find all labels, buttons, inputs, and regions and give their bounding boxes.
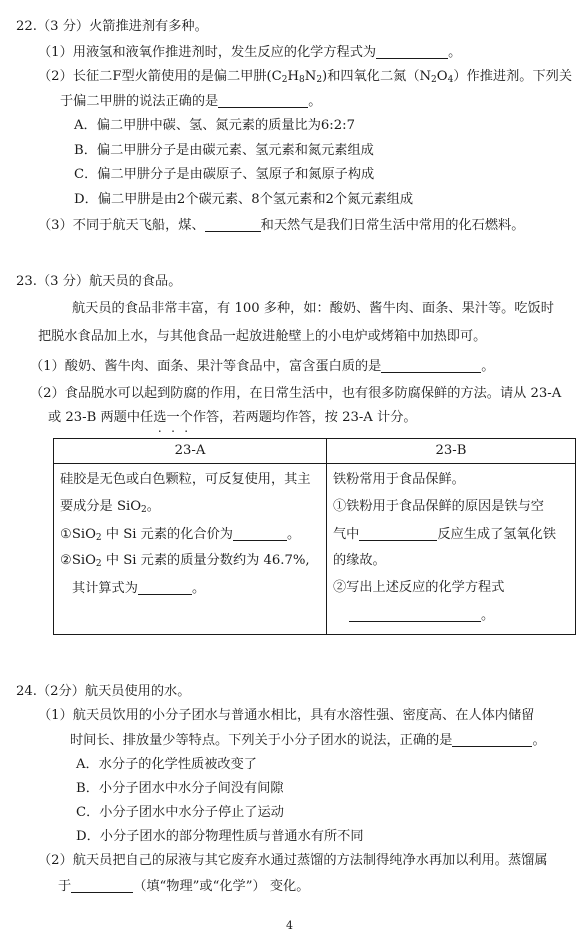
q22-part3-blank[interactable] [205, 218, 261, 232]
q22-part2-text-f: ）作推进剂。下列关 [453, 69, 573, 84]
q23-part1-end: 。 [481, 359, 495, 374]
q23a-line4-text-a: ②SiO [60, 553, 96, 568]
q22-sub-c2: 2 [281, 75, 288, 85]
q23a-line2-sub: 2 [141, 505, 147, 515]
q24-part1-end: 。 [532, 733, 546, 748]
q22-part1-text: （1）用液氢和液氧作推进剂时，发生反应的化学方程式为 [38, 45, 377, 60]
q23-emphasis-3: 个 [179, 410, 193, 425]
q23a-line3-text-b: 中 Si 元素的化合价为 [101, 527, 233, 542]
q22-part2-line2-end: 。 [308, 94, 322, 109]
q23b-line1: 铁粉常用于食品保鲜。 [333, 472, 465, 487]
q22-option-c: C．偏二甲肼分子是由碳原子、氢原子和氮原子构成 [74, 167, 375, 182]
q23b-line6 [349, 608, 494, 622]
q24-option-a: A．水分子的化学性质被改变了 [76, 757, 257, 772]
q22-part3-text-a: （3）不同于航天飞船，煤、 [38, 218, 205, 233]
q23-table-header-b: 23-B [327, 439, 576, 464]
q23a-valence-blank[interactable] [233, 527, 287, 541]
q23b-equation-blank[interactable] [349, 608, 481, 622]
q23a-line3-end: 。 [286, 527, 301, 542]
q23b-line4: 的缘故。 [333, 553, 386, 568]
q23-part1 [30, 359, 494, 373]
q22-sub-o4: 4 [447, 75, 454, 85]
q24-part1-text: 时间长、排放量少等特点。下列关于小分子团水的说法，正确的是 [70, 733, 453, 748]
q24-part1-line1: （1）航天员饮用的小分子团水与普通水相比，具有水溶性强、密度高、在人体内储留 [38, 708, 535, 723]
q22-option-a: A．偏二甲肼中碳、氢、氮元素的质量比为6:2:7 [74, 118, 355, 133]
q23a-formula-blank[interactable] [138, 581, 192, 595]
q24-option-b: B．小分子团水中水分子间没有间隙 [76, 781, 284, 796]
q23a-line5-end: 。 [191, 581, 206, 596]
q23-emphasis-2: 一 [166, 410, 180, 425]
q24-part1-line2 [70, 733, 546, 747]
q23b-reactant-blank[interactable] [359, 527, 437, 541]
q22-part2-line1 [38, 70, 572, 85]
q22-option-d: D．偏二甲肼是由2个碳元素、8个氢元素和2个氮元素组成 [74, 192, 414, 207]
q24-part2-blank[interactable] [71, 879, 133, 893]
q24-part2-text-b: （填“物理”或“化学”） 变化。 [133, 879, 310, 894]
q23a-line1: 硅胶是无色或白色颗粒，可反复使用，其主 [60, 472, 311, 487]
q23-table-header-a: 23-A [54, 439, 327, 464]
q22-part1-blank[interactable] [376, 45, 448, 59]
q22-part2-text-e: O [436, 69, 448, 84]
q22-part3-text-b: 和天然气是我们日常生活中常用的化石燃料。 [260, 218, 525, 233]
q23a-line4-text-b: 中 Si 元素的质量分数约为 46.7%, [101, 553, 310, 568]
q23b-line3-text-b: 反应生成了氢氧化铁 [437, 527, 557, 542]
q24-part2-text-a: 于 [58, 879, 72, 894]
q22-part2-text-b: H [287, 69, 300, 84]
q23-part2-text-b: 作答，若两题均作答，按 23-A 计分。 [192, 410, 417, 425]
q23-choice-table [53, 438, 576, 635]
q24-option-c: C．小分子团水中水分子停止了运动 [76, 805, 284, 820]
q22-part2-text-a: （2）长征二F型火箭使用的是偏二甲肼(C [38, 69, 282, 84]
q23-part2-text-a: 或 23-B 两题中任 [48, 410, 154, 425]
q22-title: 22.（3 分）火箭推进剂有多种。 [16, 19, 208, 34]
q22-part1-end: 。 [448, 45, 462, 60]
q23a-line3 [60, 527, 300, 543]
q23b-line5: ②写出上述反应的化学方程式 [333, 580, 505, 595]
q23-cell-b [327, 464, 576, 635]
q23a-line3-sub: 2 [95, 533, 102, 543]
q22-option-b: B．偏二甲肼分子是由碳元素、氢元素和氮元素组成 [74, 143, 374, 158]
q24-part2-line1: （2）航天员把自己的尿液与其它废弃水通过蒸馏的方法制得纯净水再加以利用。蒸馏属 [38, 853, 548, 868]
q23-emphasis-1: 选 [153, 410, 167, 425]
q22-sub-n2: 2 [316, 75, 323, 85]
q22-part2-line2 [60, 94, 321, 108]
q23-part2-line2 [48, 411, 417, 424]
q23b-line6-end: 。 [481, 608, 495, 623]
q23a-line2-end: 。 [146, 499, 160, 514]
q23-part1-blank[interactable] [381, 359, 481, 373]
page-number: 4 [286, 919, 293, 932]
q23a-line5-text: 其计算式为 [72, 581, 138, 596]
q23a-line2 [60, 500, 160, 515]
q24-title: 24.（2分）航天员使用的水。 [16, 684, 191, 699]
q23a-line5 [72, 581, 205, 595]
q22-part2-text-c: N [304, 69, 317, 84]
q23a-line4 [60, 554, 310, 569]
q23-title: 23.（3 分）航天员的食品。 [16, 274, 182, 289]
q23-part1-text: （1）酸奶、酱牛肉、面条、果汁等食品中，富含蛋白质的是 [30, 359, 382, 374]
q23-intro-line1: 航天员的食品非常丰富，有 100 多种，如：酸奶、酱牛肉、面条、果汁等。吃饭时 [72, 301, 554, 316]
q23a-line4-sub: 2 [95, 559, 102, 569]
q23b-line2: ①铁粉用于食品保鲜的原因是铁与空 [333, 499, 544, 514]
q22-part3 [38, 218, 524, 232]
q24-part1-blank[interactable] [452, 733, 532, 747]
q22-part2-text-d: )和四氧化二氮（N [322, 69, 432, 84]
q22-sub-h8: 8 [299, 75, 305, 85]
q23a-line3-text-a: ①SiO [60, 527, 96, 542]
q22-sub-n2b: 2 [431, 75, 437, 85]
q23-cell-a [54, 464, 327, 635]
q23b-line3-text-a: 气中 [333, 527, 360, 542]
q23b-line3 [333, 527, 556, 541]
q23-intro-line2: 把脱水食品加上水，与其他食品一起放进舱壁上的小电炉或烤箱中加热即可。 [38, 329, 487, 344]
q22-part1 [38, 45, 461, 59]
q22-part2-blank[interactable] [218, 94, 308, 108]
q23-part2-line1: （2）食品脱水可以起到防腐的作用，在日常生活中，也有很多防腐保鲜的方法。请从 23-A [30, 386, 562, 401]
q22-part2-line2-text: 于偏二甲肼的说法正确的是 [60, 94, 219, 109]
q24-part2-line2 [58, 879, 309, 893]
q23a-line2-text: 要成分是 SiO [60, 499, 142, 514]
q24-option-d: D．小分子团水的部分物理性质与普通水有所不同 [76, 829, 364, 844]
